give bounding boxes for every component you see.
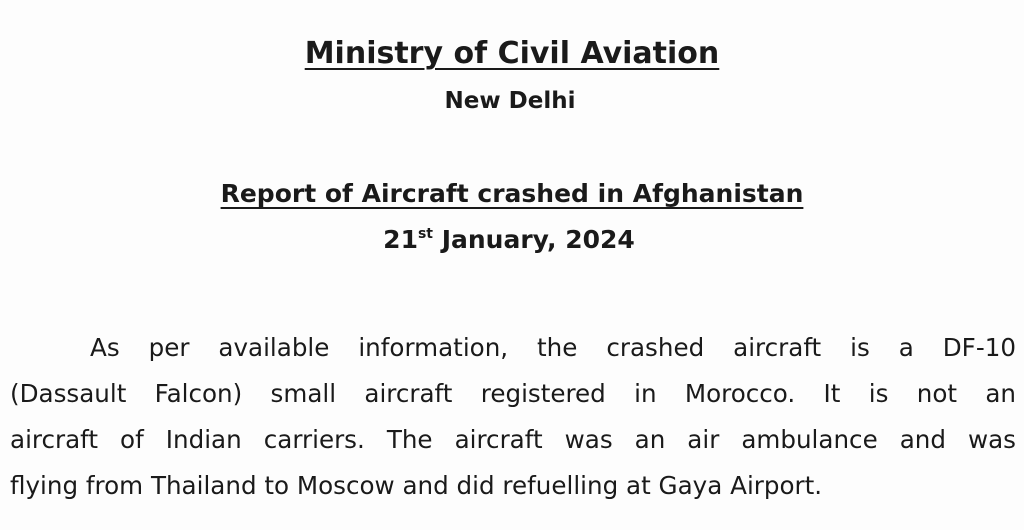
report-date (0, 222, 1021, 258)
date-month-year: January, 2024 (433, 225, 635, 254)
city-heading: New Delhi (444, 88, 576, 114)
report-title (0, 176, 1024, 212)
date-day: 21 (383, 225, 418, 254)
body-line-4: flying from Thailand to Moscow and did refuelling at Gaya Airport. (10, 471, 823, 500)
ministry-heading (0, 34, 1024, 74)
body-line-2: (Dassault Falcon) small aircraft registered in Morocco. It is not an (10, 379, 1016, 408)
report-title-text: Report of Aircraft crashed in Afghanistan (220, 179, 804, 208)
date-suffix: st (417, 226, 433, 242)
body-line-1: As per available information, the crashed aircraft is a DF-10 (90, 333, 1016, 362)
ministry-name: Ministry of Civil Aviation (304, 36, 720, 71)
body-line-3: aircraft of Indian carriers. The aircraft was an air ambulance and was (10, 425, 1016, 454)
